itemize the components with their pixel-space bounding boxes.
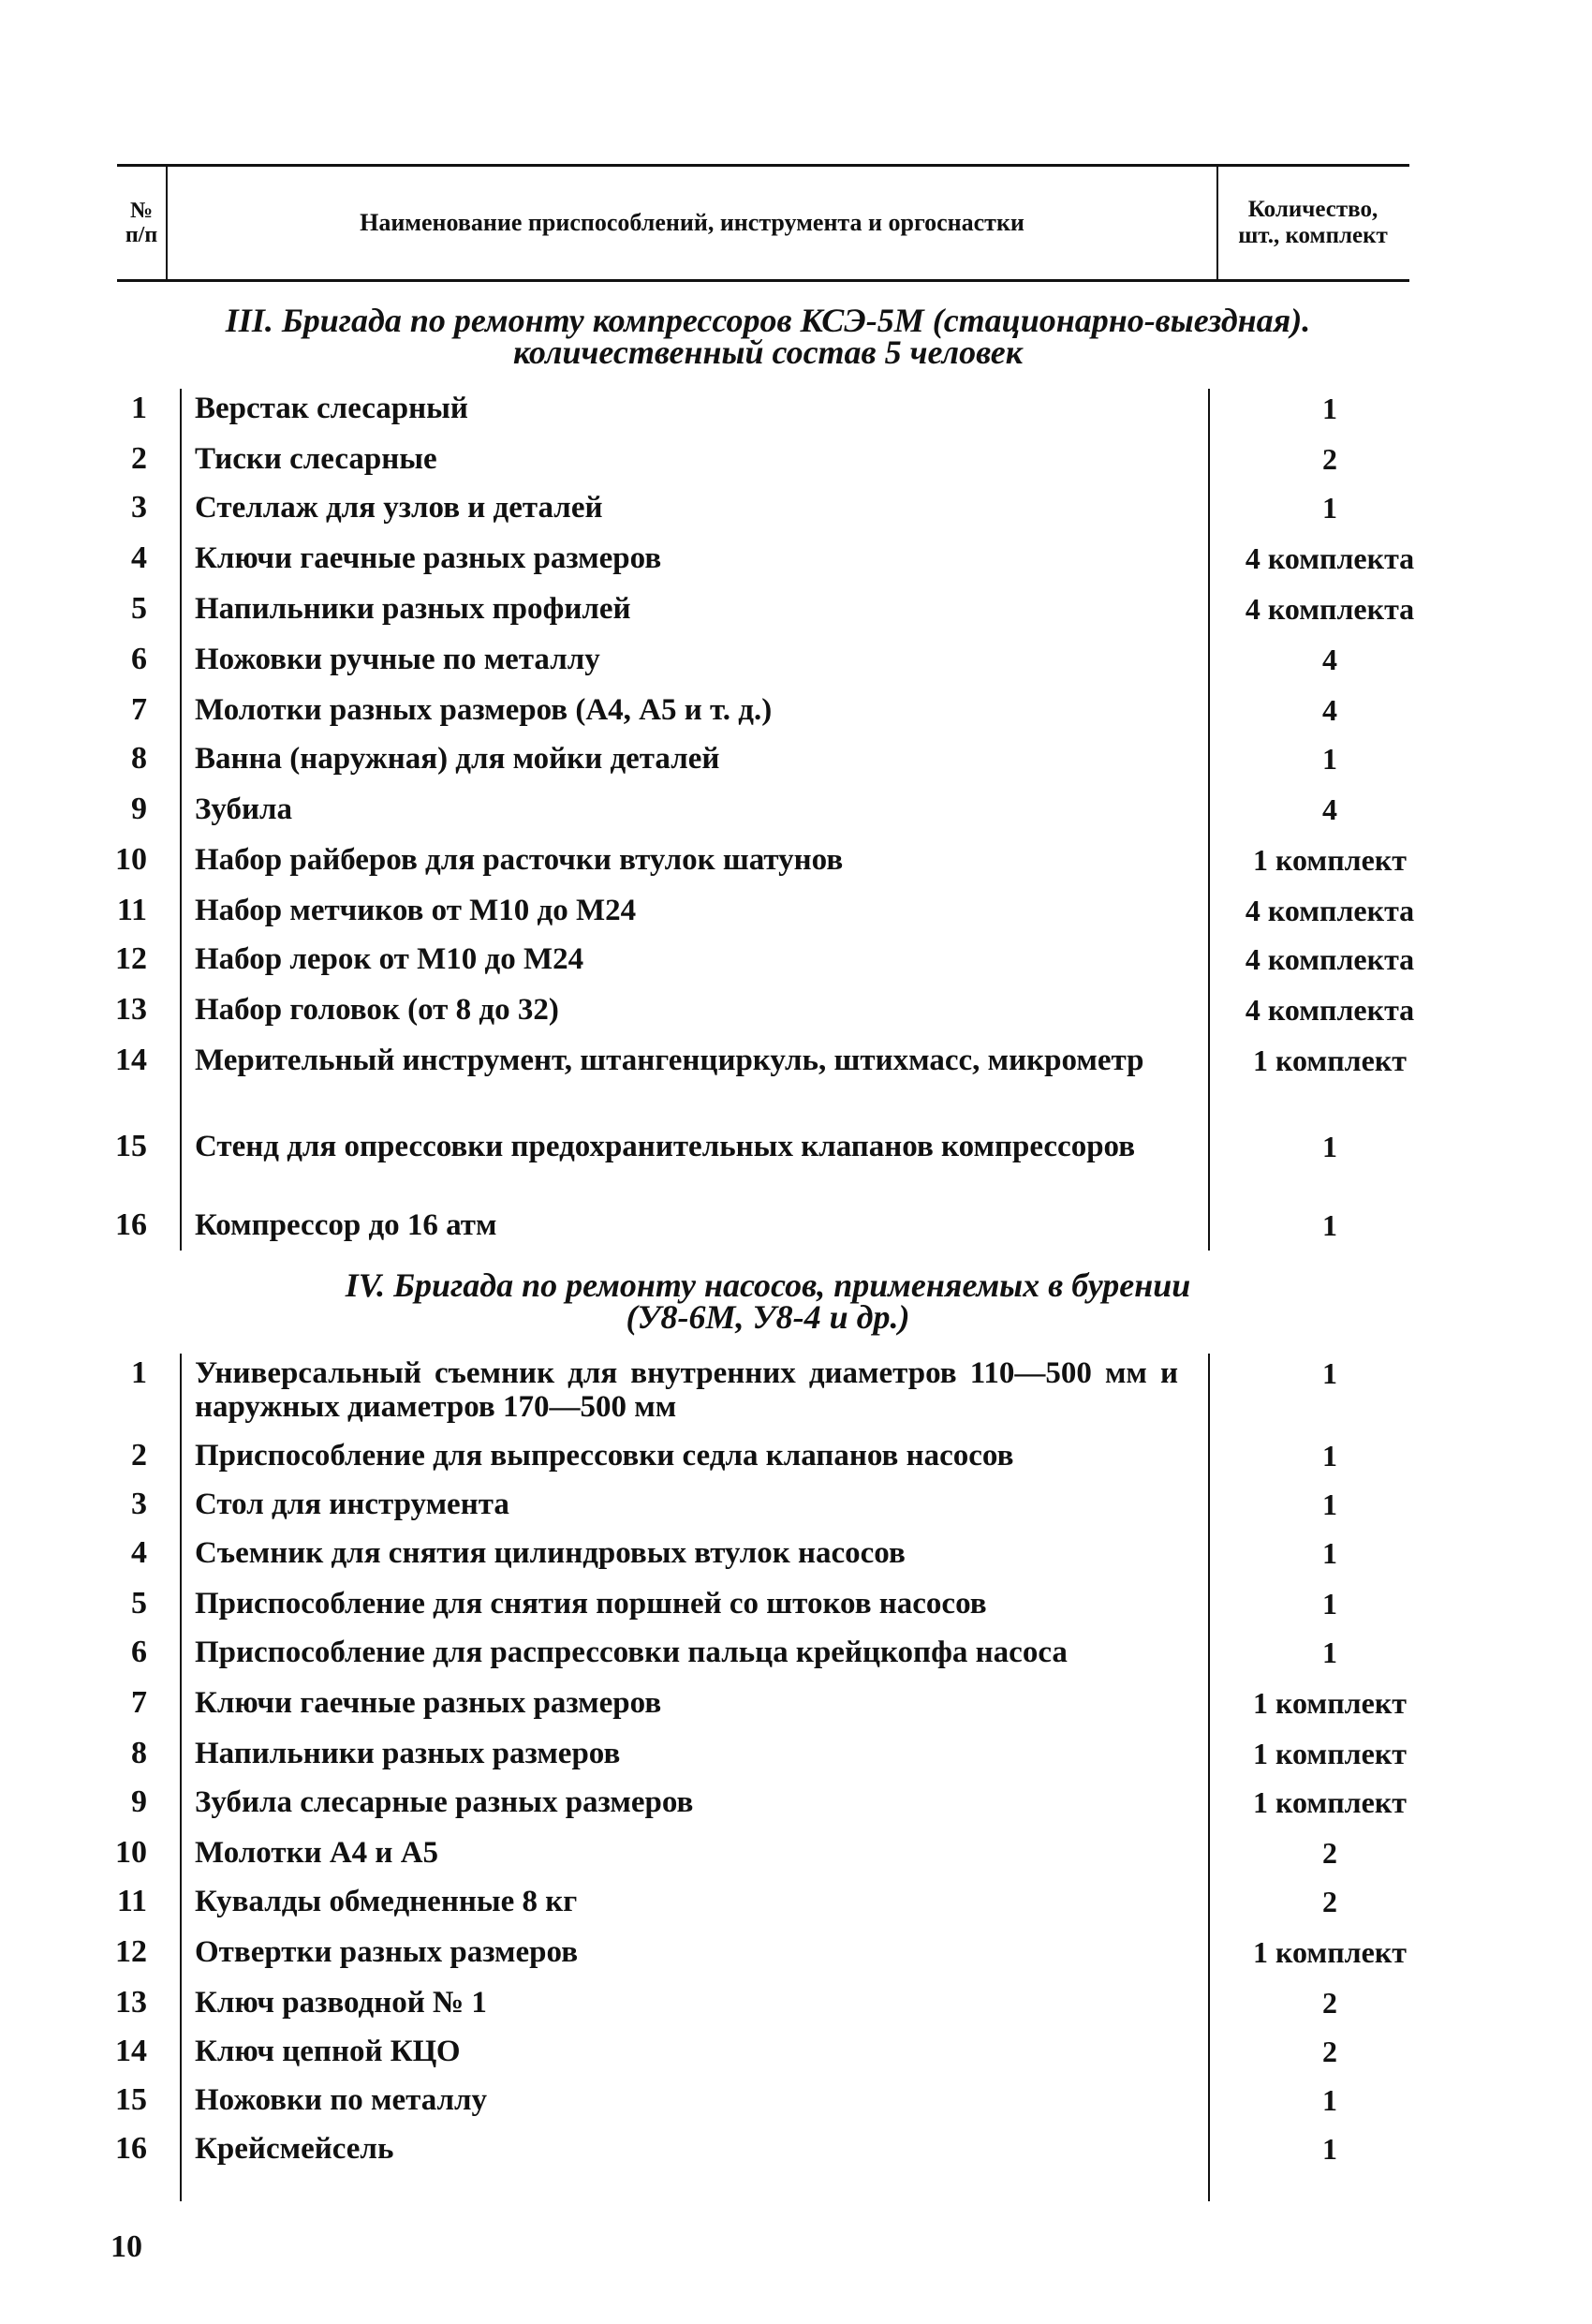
row-quantity: 1 — [1322, 1439, 1337, 1473]
row-name: Ножовки ручные по металлу — [195, 643, 600, 676]
table-header — [117, 164, 1409, 282]
section-3-title — [159, 302, 1377, 371]
row-name: Кувалды обмедненные 8 кг — [195, 1885, 578, 1918]
row-quantity: 1 — [1322, 742, 1337, 776]
row-number: 15 — [115, 1129, 147, 1163]
row-name: Универсальный съемник для внутренних диаметров 110—500 мм и наружных диаметров 170—500 мм — [195, 1356, 1178, 1424]
row-number: 14 — [115, 2034, 147, 2068]
row-number: 10 — [115, 842, 147, 877]
row-name: Приспособление для выпрессовки седла клапанов насосов — [195, 1439, 1014, 1473]
row-name: Набор головок (от 8 до 32) — [195, 993, 559, 1027]
row-number: 16 — [115, 2131, 147, 2166]
row-quantity: 1 комплект — [1253, 1785, 1407, 1819]
page-number: 10 — [111, 2229, 142, 2264]
row-number: 7 — [131, 1685, 147, 1720]
row-number: 11 — [116, 893, 147, 927]
row-quantity: 4 комплекта — [1245, 592, 1415, 626]
row-quantity: 1 — [1322, 491, 1337, 525]
row-quantity: 1 — [1322, 1208, 1337, 1242]
row-name: Набор лерок от М10 до М24 — [195, 942, 584, 976]
row-number: 12 — [115, 1934, 147, 1969]
row-quantity: 2 — [1322, 442, 1337, 476]
column-divider-right — [1208, 389, 1210, 1251]
row-quantity: 2 — [1322, 1986, 1337, 2020]
row-name: Молотки А4 и А5 — [195, 1836, 439, 1870]
row-quantity: 2 — [1322, 2035, 1337, 2068]
row-name: Молотки разных размеров (А4, А5 и т. д.) — [195, 693, 773, 727]
column-divider-right — [1208, 1354, 1210, 2201]
row-number: 7 — [131, 692, 147, 727]
row-number: 2 — [131, 1438, 147, 1473]
column-divider-left — [180, 389, 182, 1251]
row-number: 5 — [131, 591, 147, 626]
row-name: Крейсмейсель — [195, 2132, 394, 2166]
column-divider-left — [180, 1354, 182, 2201]
row-number: 13 — [115, 1985, 147, 2020]
section-4-title-line2: (У8-6М, У8-4 и др.) — [626, 1298, 910, 1336]
row-number: 9 — [131, 1784, 147, 1819]
row-number: 3 — [131, 490, 147, 525]
row-number: 12 — [115, 941, 147, 976]
row-name: Тиски слесарные — [195, 442, 437, 476]
row-quantity: 1 — [1322, 2083, 1337, 2117]
row-number: 10 — [115, 1835, 147, 1870]
row-quantity: 4 — [1322, 643, 1337, 676]
row-number: 8 — [131, 1736, 147, 1770]
row-quantity: 1 комплект — [1253, 1686, 1407, 1720]
row-quantity: 1 — [1322, 1636, 1337, 1669]
row-name: Ключ цепной КЦО — [195, 2035, 461, 2068]
row-quantity: 4 — [1322, 693, 1337, 727]
row-quantity: 4 — [1322, 792, 1337, 826]
row-quantity: 1 — [1322, 1536, 1337, 1570]
row-quantity: 4 комплекта — [1245, 993, 1415, 1027]
row-quantity: 1 комплект — [1253, 1044, 1407, 1077]
row-name: Ключ разводной № 1 — [195, 1986, 487, 2020]
row-quantity: 1 комплект — [1253, 1737, 1407, 1770]
row-number: 8 — [131, 741, 147, 776]
row-quantity: 2 — [1322, 1885, 1337, 1918]
row-name: Компрессор до 16 атм — [195, 1208, 497, 1242]
row-name: Стенд для опрессовки предохранительных клапанов компрессоров — [195, 1130, 1136, 1163]
row-quantity: 1 — [1322, 1488, 1337, 1521]
row-quantity: 1 — [1322, 1130, 1337, 1163]
row-number: 1 — [131, 1355, 147, 1390]
row-number: 3 — [131, 1487, 147, 1521]
row-number: 6 — [131, 642, 147, 676]
section-3-title-line1: III. Бригада по ремонту компрессоров КСЭ-5М (стационарно-выездная). — [225, 302, 1311, 339]
section-4-title-line1: IV. Бригада по ремонту насосов, применяемых в бурении — [345, 1266, 1191, 1304]
row-name: Приспособление для распрессовки пальца крейцкопфа насоса — [195, 1636, 1068, 1669]
row-quantity: 1 комплект — [1253, 843, 1407, 877]
row-name: Ключи гаечные разных размеров — [195, 541, 662, 575]
row-quantity: 1 — [1322, 2132, 1337, 2166]
row-number: 11 — [116, 1884, 147, 1918]
row-name: Стеллаж для узлов и деталей — [195, 491, 603, 525]
row-number: 4 — [131, 540, 147, 575]
row-name: Верстак слесарный — [195, 392, 468, 425]
row-number: 5 — [131, 1586, 147, 1621]
row-name: Зубила слесарные разных размеров — [195, 1785, 694, 1819]
row-quantity: 1 — [1322, 1587, 1337, 1621]
row-name: Мерительный инструмент, штангенциркуль, штихмасс, микрометр — [195, 1044, 1144, 1077]
section-3-title-line2: количественный состав 5 человек — [513, 333, 1023, 371]
row-quantity: 2 — [1322, 1836, 1337, 1870]
row-name: Ножовки по металлу — [195, 2083, 488, 2117]
header-name-column: Наименование приспособлений, инструмента и оргоснастки — [166, 167, 1218, 279]
row-quantity: 4 комплекта — [1245, 942, 1415, 976]
row-number: 1 — [131, 391, 147, 425]
row-name: Ванна (наружная) для мойки деталей — [195, 742, 720, 776]
row-number: 9 — [131, 792, 147, 826]
row-number: 4 — [131, 1535, 147, 1570]
row-quantity: 4 комплекта — [1245, 541, 1415, 575]
row-number: 6 — [131, 1635, 147, 1669]
row-quantity: 1 — [1322, 1356, 1337, 1390]
row-number: 15 — [115, 2082, 147, 2117]
header-number-column: № п/п — [125, 199, 158, 247]
row-name: Приспособление для снятия поршней со штоков насосов — [195, 1587, 987, 1621]
row-number: 14 — [115, 1043, 147, 1077]
section-4-title — [159, 1266, 1377, 1336]
row-name: Стол для инструмента — [195, 1488, 509, 1521]
row-name: Съемник для снятия цилиндровых втулок насосов — [195, 1536, 906, 1570]
row-number: 13 — [115, 992, 147, 1027]
row-name: Ключи гаечные разных размеров — [195, 1686, 662, 1720]
header-quantity-column: Количество, шт., комплект — [1238, 197, 1388, 248]
row-name: Зубила — [195, 792, 293, 826]
row-name: Отвертки разных размеров — [195, 1935, 579, 1969]
row-quantity: 4 комплекта — [1245, 894, 1415, 927]
row-number: 16 — [115, 1207, 147, 1242]
row-name: Напильники разных профилей — [195, 592, 631, 626]
row-quantity: 1 — [1322, 392, 1337, 425]
row-name: Набор метчиков от М10 до М24 — [195, 894, 637, 927]
row-name: Напильники разных размеров — [195, 1737, 621, 1770]
row-quantity: 1 комплект — [1253, 1935, 1407, 1969]
row-name: Набор райберов для расточки втулок шатунов — [195, 843, 844, 877]
row-number: 2 — [131, 441, 147, 476]
